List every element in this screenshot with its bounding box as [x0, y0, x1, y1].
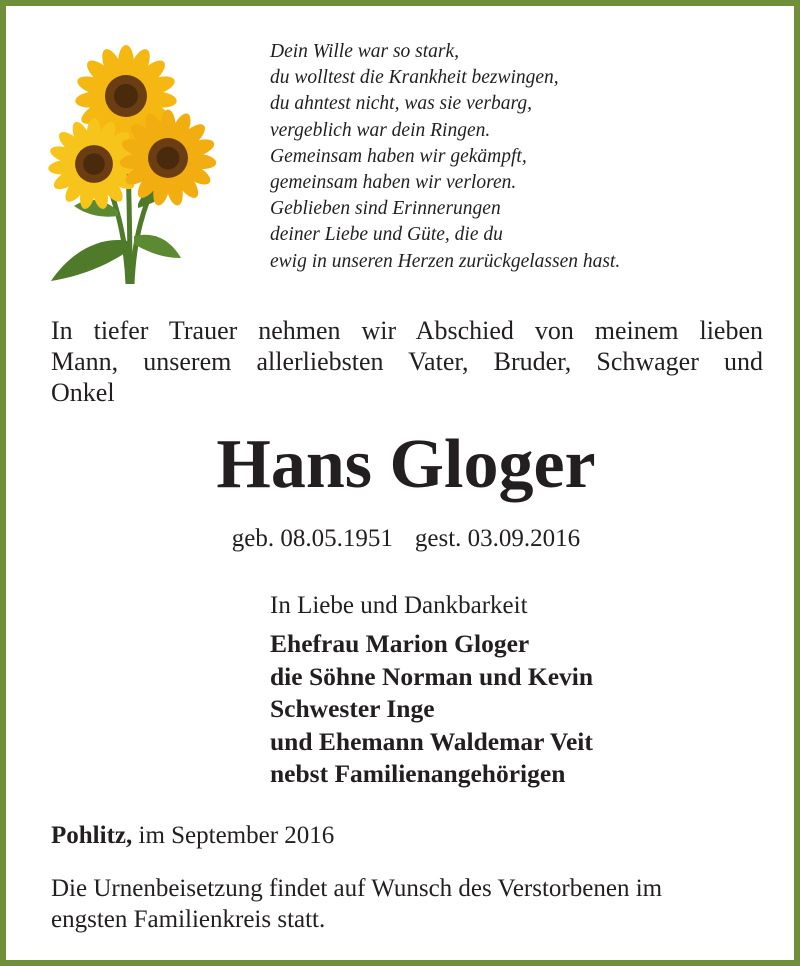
death-date: gest. 03.09.2016 [414, 525, 581, 552]
mourner-name: und Ehemann Waldemar Veit [270, 726, 593, 756]
deceased-name: Hans Gloger [216, 426, 596, 503]
poem-line: deiner Liebe und Güte, die du [270, 224, 503, 246]
note-line: engsten Familienkreis statt. [51, 906, 326, 933]
mourners-block [270, 590, 770, 791]
mourners-list [270, 628, 770, 791]
poem-line: du ahntest nicht, was sie verbarg, [270, 93, 532, 115]
place-date [51, 820, 334, 852]
mourner-name: Ehefrau Marion Gloger [270, 629, 530, 658]
poem-line: Geblieben sind Erinnerungen [270, 198, 501, 220]
intro-line: In tiefer Trauer nehmen wir Abschied von meinem lieben [51, 316, 763, 345]
intro-line: Mann, unserem allerliebsten Vater, Bruder, Schwager und [51, 347, 763, 376]
sunflowers-icon [46, 36, 216, 284]
burial-note [51, 873, 763, 935]
poem-line: Gemeinsam haben wir gekämpft, [270, 145, 527, 167]
intro-text [51, 315, 763, 408]
note-line: Die Urnenbeisetzung findet auf Wunsch des Verstorbenen im [51, 875, 663, 902]
mourner-name: nebst Familienangehörigen [270, 759, 566, 788]
place-name: Pohlitz, [51, 822, 133, 849]
poem [270, 39, 770, 275]
poem-line: gemeinsam haben wir verloren. [270, 172, 517, 194]
mourners-lead: In Liebe und Dankbarkeit [270, 592, 528, 619]
place-date-text: im September 2016 [132, 822, 335, 849]
birth-date: geb. 08.05.1951 [231, 525, 393, 552]
life-dates [6, 523, 800, 555]
mourner-name: Schwester Inge [270, 694, 435, 723]
poem-line: vergeblich war dein Ringen. [270, 119, 491, 141]
poem-line: Dein Wille war so stark, [270, 41, 460, 62]
poem-line: du wolltest die Krankheit bezwingen, [270, 67, 559, 89]
mourner-name: die Söhne Norman und Kevin [270, 661, 594, 691]
intro-line: Onkel [51, 378, 115, 407]
poem-line: ewig in unseren Herzen zurückgelassen hast. [270, 250, 621, 272]
